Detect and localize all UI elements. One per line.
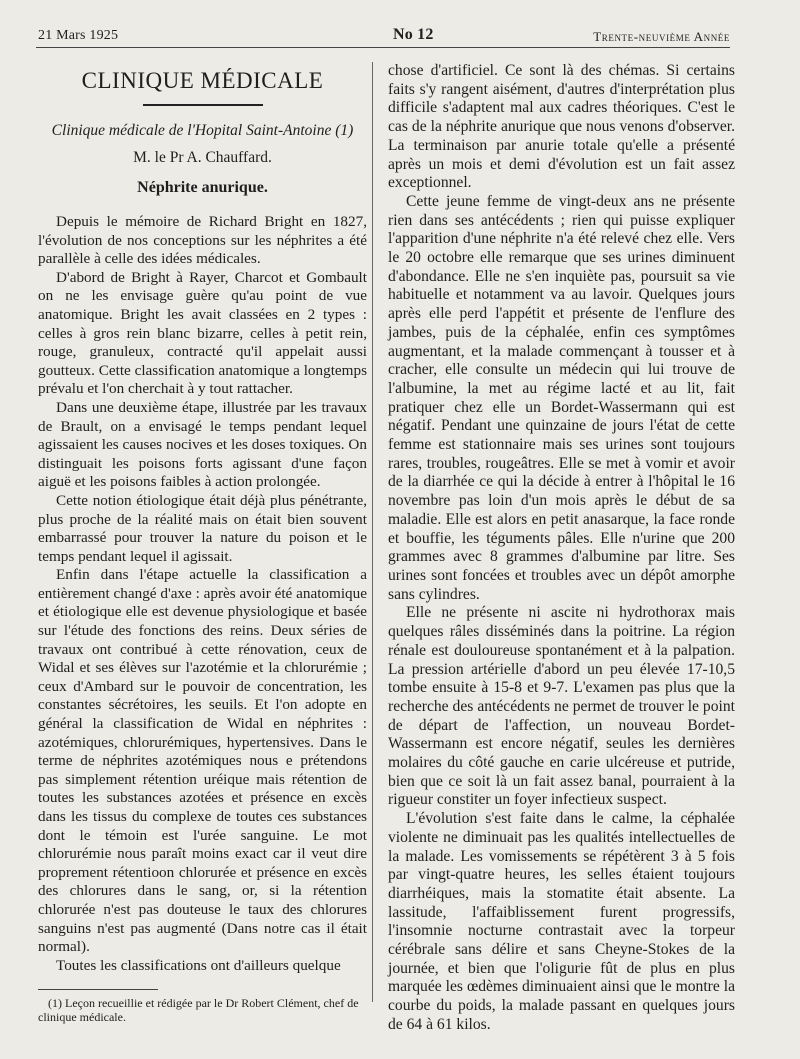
paragraph: Enfin dans l'étape actuelle la classification a entièrement changé d'axe : après avoir été anatomique et étiologique elle est devenue physiologique et basée sur l'étude des fonctions des reins. Deux séries de travaux ont contribué à cette rénovation, ceux de Widal et ses élèves sur l'azotémie et la chlorurémie ; ceux d'Ambard sur le pouvoir de concentration, les constantes sécrétoires, les seuils. Et l'on adopte en général la classification de Widal en néphrites : azotémiques, chlorurémiques, hypertensives. Dans le terme de néphrites azotémiques nous e prétendons pas simplement rétention uréique mais rétention de toutes les substances azotées et présence en excès dans les tissus du complexe de toutes ces substances dont le témoin est l'urée sanguine. Le mot chlorurémie nous paraît moins exact car il veut dire proprement rétentioon chlorurée et présence en excès des chlorures dans le sang, or, si la rétention chlorurée n'est pas douteuse le taux des chlorures sanguins n'est pas augmenté (Dans notre cas il était normal). xyxy=(38,566,367,956)
paragraph: Cette notion étiologique était déjà plus pénétrante, plus proche de la réalité mais on était bien souvent embarrassé pour trouver la nature du poison et le temps pendant lequel il agissait. xyxy=(38,491,367,565)
issue-date: 21 Mars 1925 xyxy=(38,28,119,43)
footnote-rule xyxy=(38,989,158,990)
paragraph: Elle ne présente ni ascite ni hydrothorax mais quelques râles disséminés dans la poitrine. La région rénale est douloureuse spontanément et à la palpation. La pression artérielle d'abord un peu élevée 17-10,5 tombe ensuite à 15-8 et 9-7. L'examen pas plus que la recherche des antécédents ne permet de trouver le point de départ de l'affection, un nouveau Bordet-Wassermann est encore négatif, seules les dernières molaires du côté gauche en carie ulcéreuse et putride, bien que ce soit là un fait assez banal, pourraient à la rigueur constiter un foyer infectieux suspect. xyxy=(388,604,735,809)
article-subtitle: Clinique médicale de l'Hopital Saint-Antoine (1) xyxy=(51,122,354,139)
paragraph: Toutes les classifications ont d'ailleurs quelque xyxy=(56,956,341,974)
rubric-rule xyxy=(143,104,263,106)
paragraph: Cette jeune femme de vingt-deux ans ne présente rien dans ses antécédents ; rien qui puisse expliquer l'apparition d'une néphrite n'a été relevé chez elle. Vers le 20 octobre elle remarque que ses urines diminuent d'abondance. Elle ne s'en inquiète pas, poursuit sa vie habituelle et notamment va au lavoir. Quelques jours après elle perd l'appétit et présente de l'enflure des jambes, puis de la céphalée, enfin ces symptômes augmentant, et la malade commençant à tousser et à cracher, elle consulte un médecin qui lui trouve de l'albumine, la met au régime lacté et au lit, fait pratiquer chez elle un Bordet-Wassermann qui est négatif. Pendant une quinzaine de jours l'état de cette femme est stationnaire mais ses urines sont toujours rares, troubles, rougeâtres. Elle se met à vomir et avoir de la diarrhée ce qui la décide à entrer à l'hôpital le 16 novembre pas loin d'un mois après le début de sa maladie. Elle est alors en petit anasarque, la face ronde et bouffie, les téguments pâles. Elle n'urine que 200 grammes avec 8 grammes d'albumine par litre. Ses urines sont foncées et troubles avec un dépôt amorphe sans cylindres. xyxy=(388,192,735,603)
left-column xyxy=(38,62,367,1024)
article-author: M. le Pr A. Chauffard. xyxy=(133,149,272,166)
right-column xyxy=(388,62,735,1035)
paragraph: D'abord de Bright à Rayer, Charcot et Gombault on ne les envisage guère qu'au point de vue anatomique. Bright les avait classées en 2 types : celles à gros rein blanc bizarre, celles à petit rein, rouge, granuleux, contracté qu'il appelait aussi goutteux. Cette classification anatomique a longtemps prévalu et l'on cherchait à y tout rattacher. xyxy=(38,268,367,398)
paragraph: chose d'artificiel. Ce sont là des chémas. Si certains faits s'y rangent aisément, d'autres d'interprétation plus difficile s'adaptent mal aux cadres théoriques. C'est le cas de la néphrite anurique que nous venons d'observer. La terminaison par anurie totale qu'elle a présenté après un mois et demi d'évolution est un fait assez exceptionnel. xyxy=(388,62,735,192)
volume-year: Trente-neuvième Année xyxy=(593,29,730,44)
paragraph: L'évolution s'est faite dans le calme, la céphalée violente ne diminuait pas les qualités intellectuelles de la malade. Les vomissements se répétèrent 3 à 5 fois par vingt-quatre heures, les selles étaient toujours diarrhéiques, mais la stomatite était absente. La lassitude, l'affaiblissement furent progressifs, l'insomnie nocturne contrastait avec la torpeur cérébrale sans délire et sans Cheyne-Stokes de la journée, et bien que l'oligurie fût de plus en plus marquée les œdèmes diminuaient ainsi que le montre la courbe du poids, la malade passant en quelques jours de 64 à 61 kilos. xyxy=(388,810,735,1033)
paragraph: Dans une deuxième étape, illustrée par les travaux de Brault, on a envisagé le temps pendant lequel agissaient les causes nocives et les doses toxiques. On distinguait les poisons forts agissant d'une façon aiguë et les poisons faibles à action prolongée. xyxy=(38,398,367,491)
footnote: (1) Leçon recueillie et rédigée par le Dr Robert Clément, chef de clinique médicale. xyxy=(38,996,359,1025)
header-rule xyxy=(36,47,730,48)
rubric-title: CLINIQUE MÉDICALE xyxy=(81,68,324,93)
issue-number: No 12 xyxy=(393,26,434,43)
section-title: Néphrite anurique. xyxy=(137,179,268,196)
paragraph: Depuis le mémoire de Richard Bright en 1827, l'évolution de nos conceptions sur les néphrites a été parallèle à celle des idées médicales. xyxy=(38,213,367,268)
column-divider xyxy=(372,62,373,1002)
